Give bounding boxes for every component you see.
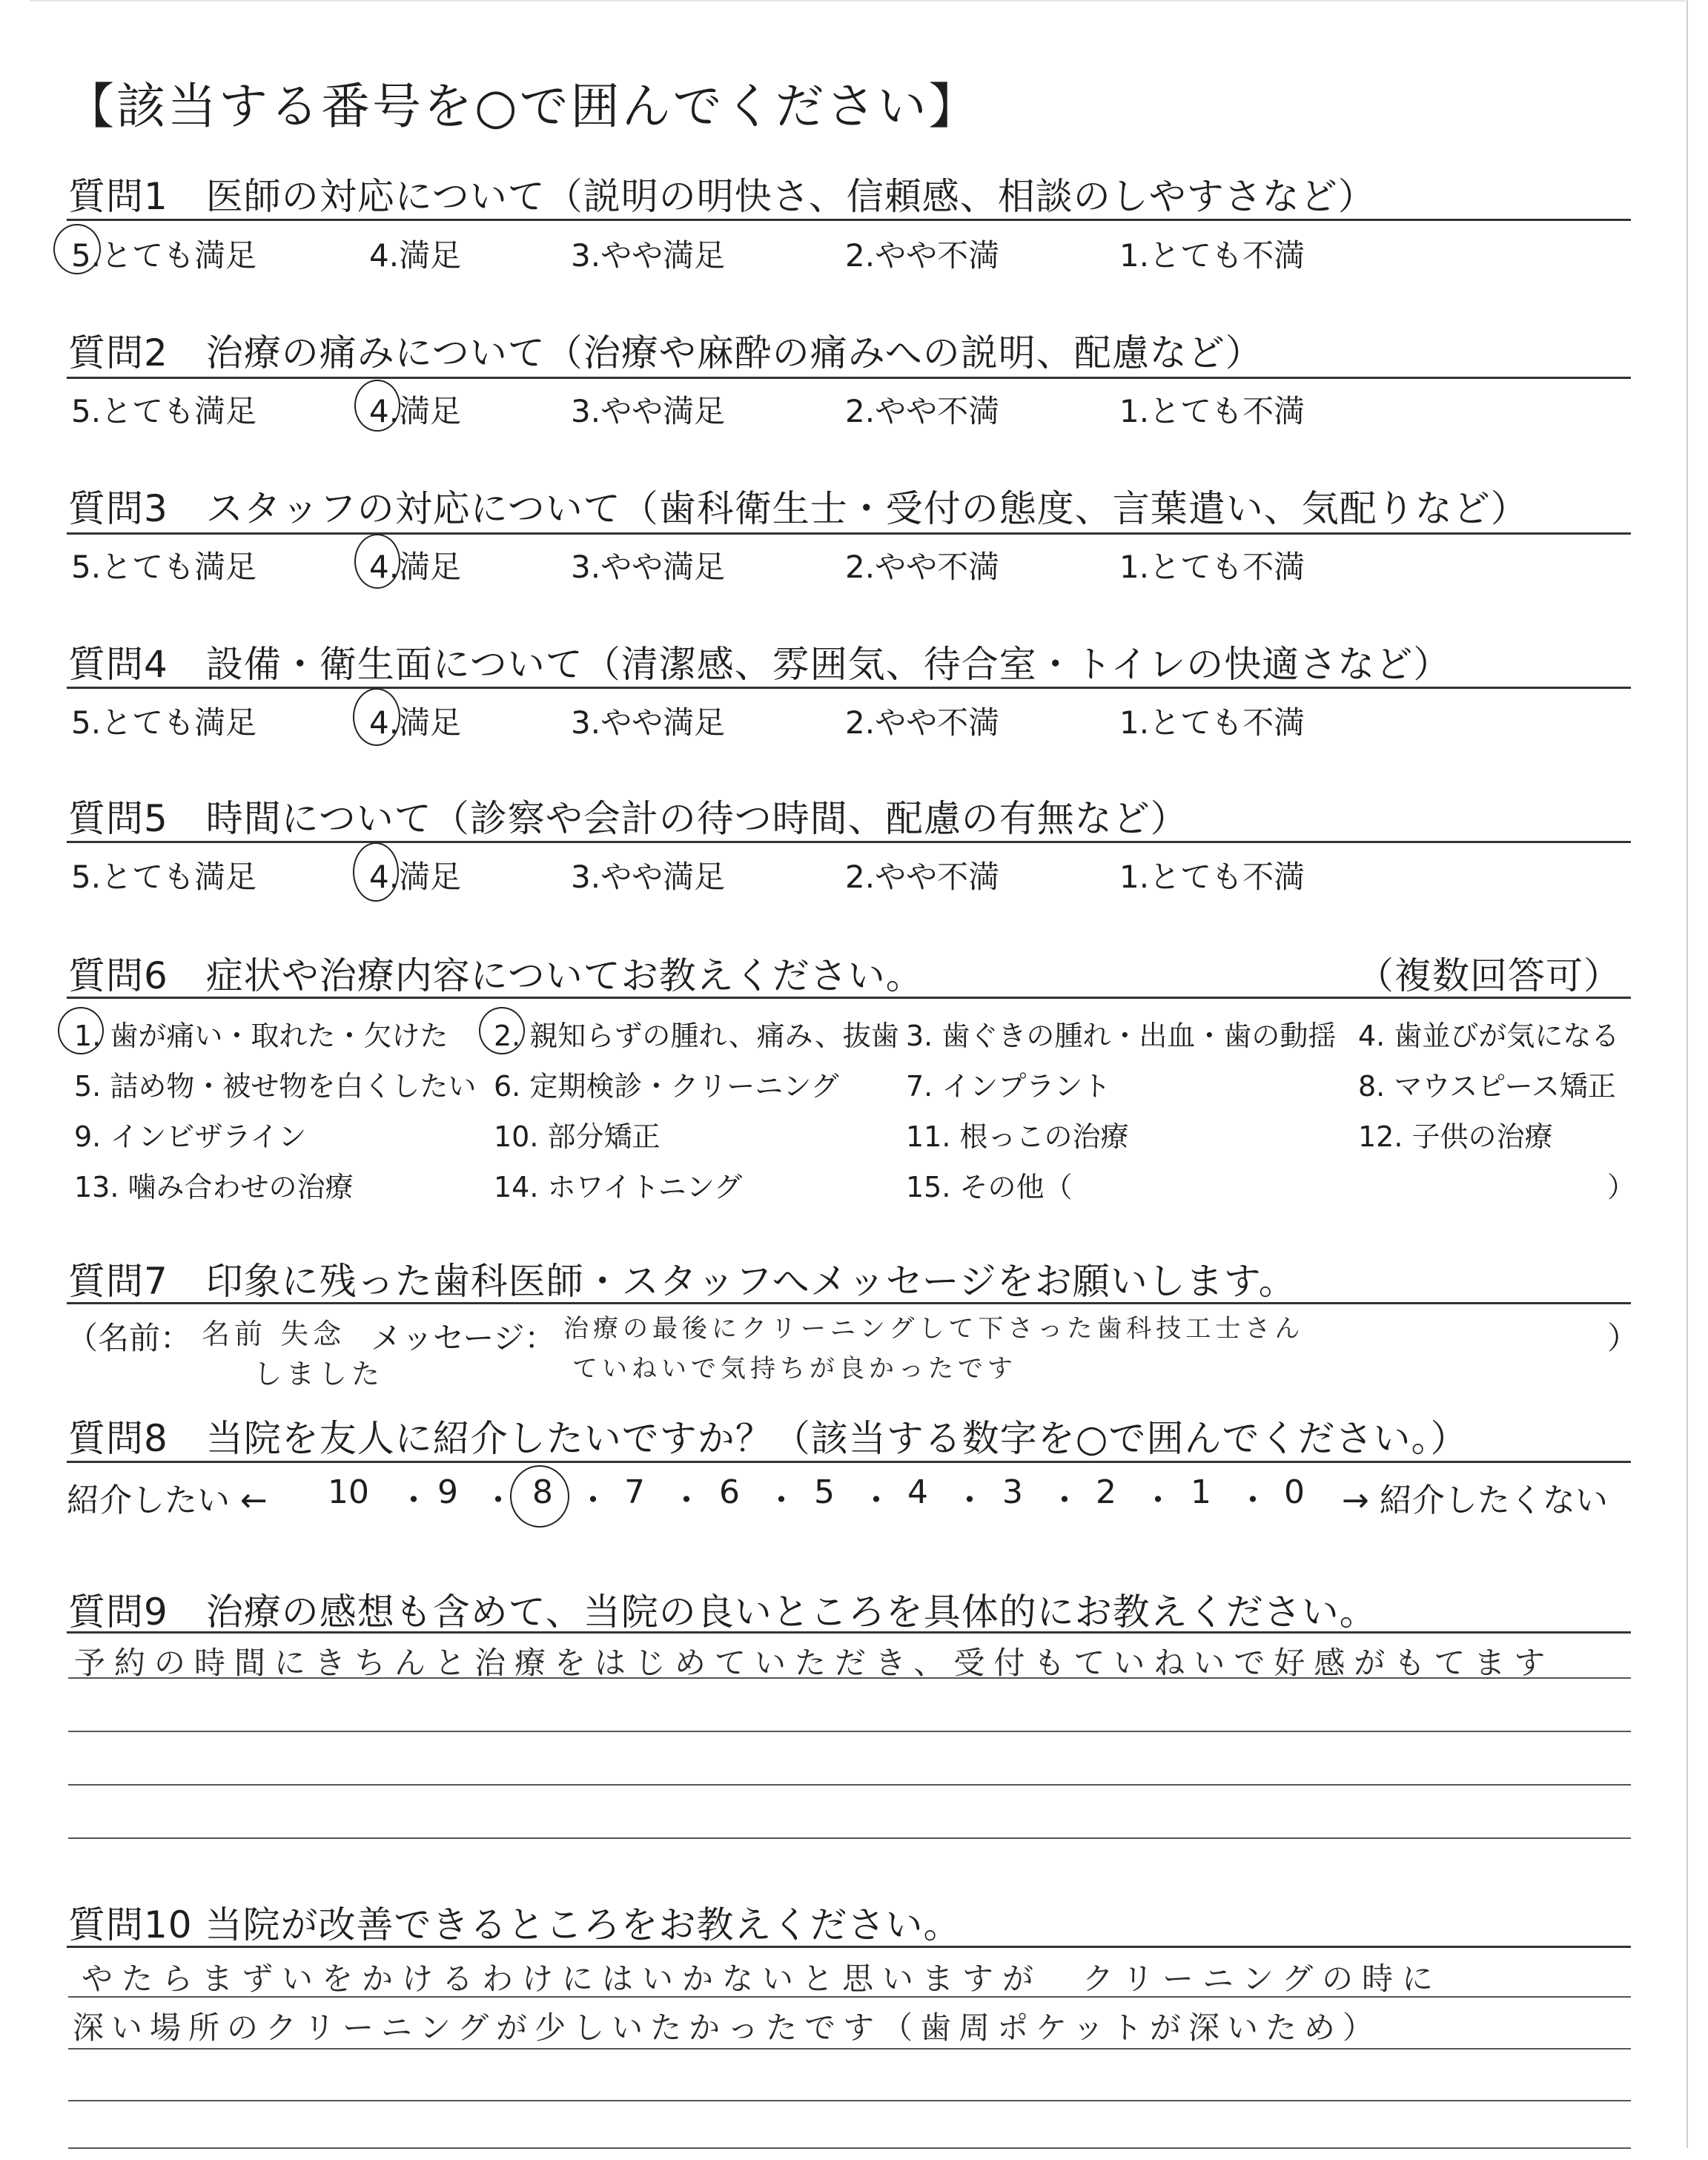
q4-selection-circle: [353, 688, 400, 746]
q8-scale-4[interactable]: 4: [907, 1473, 928, 1511]
q8-scale-5[interactable]: 5: [814, 1473, 835, 1511]
q6-option-8[interactable]: 8. マウスピース矯正: [1358, 1070, 1616, 1103]
page-header: 【該当する番号を○で囲んでください】: [65, 78, 980, 135]
q3-option-1[interactable]: 1.とても不満: [1119, 549, 1305, 585]
q6-option-5[interactable]: 5. 詰め物・被せ物を白くしたい: [74, 1070, 477, 1103]
q10-answer-handwritten-2: 深い場所のクリーニングが少しいたかったです（歯周ポケットが深いため）: [73, 2009, 1382, 2046]
q6-option-2[interactable]: 2. 親知らずの腫れ、痛み、抜歯: [494, 1020, 899, 1052]
question-5-rule: [67, 841, 1631, 843]
q7-close-paren: ）: [1607, 1320, 1639, 1356]
q8-right-label: → 紹介したくない: [1342, 1482, 1608, 1519]
q1-selection-circle: [53, 224, 101, 274]
q2-option-2[interactable]: 2.やや不満: [845, 393, 1000, 429]
q8-scale-0[interactable]: 0: [1284, 1473, 1305, 1511]
question-1-rule: [67, 219, 1631, 221]
question-5-title: 質問5 時間について（診察や会計の待つ時間、配慮の有無など）: [68, 797, 1188, 840]
q9-answer-line-3: [68, 1784, 1631, 1786]
q5-selection-circle: [353, 842, 399, 902]
question-2-rule: [67, 377, 1631, 379]
q6-option-6[interactable]: 6. 定期検診・クリーニング: [494, 1070, 839, 1103]
q9-answer-line-2: [68, 1731, 1631, 1732]
q4-option-1[interactable]: 1.とても不満: [1119, 704, 1305, 741]
q2-option-3[interactable]: 3.やや満足: [571, 393, 726, 429]
q6-option-9[interactable]: 9. インビザライン: [74, 1120, 307, 1153]
q2-option-4[interactable]: 4.満足: [369, 393, 462, 429]
q9-answer-line-1: [68, 1677, 1631, 1679]
q1-option-1[interactable]: 1.とても不満: [1119, 237, 1305, 274]
question-7-title: 質問7 印象に残った歯科医師・スタッフへメッセージをお願いします。: [68, 1260, 1297, 1303]
q8-selection-circle: [510, 1465, 569, 1527]
q8-scale-6[interactable]: 6: [719, 1473, 740, 1511]
q1-option-5[interactable]: 5.とても満足: [71, 237, 257, 274]
q3-option-2[interactable]: 2.やや不満: [845, 549, 1000, 585]
q1-option-3[interactable]: 3.やや満足: [571, 237, 726, 274]
q10-answer-line-1: [68, 1996, 1631, 1998]
question-3-rule: [67, 532, 1631, 535]
question-8-title: 質問8 当院を友人に紹介したいですか？（該当する数字を○で囲んでください。）: [68, 1417, 1469, 1460]
q8-scale-3[interactable]: 3: [1002, 1473, 1023, 1511]
q8-scale-2[interactable]: 2: [1096, 1473, 1116, 1511]
q2-selection-circle: [354, 380, 400, 432]
question-8-rule: [67, 1461, 1631, 1463]
q6-option-10[interactable]: 10. 部分矯正: [494, 1120, 661, 1153]
q4-option-2[interactable]: 2.やや不満: [845, 704, 1000, 741]
question-6-rule: [67, 997, 1631, 999]
question-7-rule: [67, 1302, 1631, 1304]
q6-option-13[interactable]: 13. 噛み合わせの治療: [74, 1171, 354, 1203]
q8-scale-1[interactable]: 1: [1191, 1473, 1211, 1511]
question-6-note: （複数回答可）: [1357, 954, 1621, 997]
q8-left-label: 紹介したい ←: [67, 1482, 268, 1519]
q9-answer-handwritten: 予約の時間にきちんと治療をはじめていただき、受付もていねいで好感がもてます: [74, 1645, 1555, 1681]
question-2-title: 質問2 治療の痛みについて（治療や麻酔の痛みへの説明、配慮など）: [68, 331, 1263, 374]
q7-name-handwritten-2: しました: [254, 1358, 385, 1390]
q5-option-4[interactable]: 4.満足: [369, 859, 462, 895]
q8-scale-8[interactable]: 8: [532, 1473, 553, 1511]
q4-option-5[interactable]: 5.とても満足: [71, 704, 257, 741]
q2-option-1[interactable]: 1.とても不満: [1119, 393, 1305, 429]
q6-option-12[interactable]: 12. 子供の治療: [1358, 1120, 1553, 1153]
q8-scale-10[interactable]: 10: [328, 1473, 369, 1511]
q10-answer-handwritten-1: やたらまずいをかけるわけにはいかないと思いますが クリーニングの時に: [82, 1961, 1443, 1997]
question-1-title: 質問1 医師の対応について（説明の明快さ、信頼感、相談のしやすさなど）: [68, 175, 1376, 218]
q10-answer-line-2: [68, 2048, 1631, 2050]
q5-option-2[interactable]: 2.やや不満: [845, 859, 1000, 895]
question-10-title: 質問10 当院が改善できるところをお教えください。: [68, 1903, 961, 1946]
question-4-title: 質問4 設備・衛生面について（清潔感、雰囲気、待合室・トイレの快適さなど）: [68, 643, 1452, 686]
q4-option-3[interactable]: 3.やや満足: [571, 704, 726, 741]
q3-option-4[interactable]: 4.満足: [369, 549, 462, 585]
q6-option-4[interactable]: 4. 歯並びが気になる: [1358, 1020, 1620, 1052]
q6-option-14[interactable]: 14. ホワイトニング: [494, 1171, 743, 1203]
q1-option-4[interactable]: 4.満足: [369, 237, 462, 274]
q8-scale-9[interactable]: 9: [437, 1473, 458, 1511]
q7-message-handwritten-1: 治療の最後にクリーニングして下さった歯科技工士さん: [563, 1314, 1305, 1344]
q7-message-handwritten-2: ていねいで気持ちが良かったです: [572, 1354, 1017, 1384]
q6-selection-circle-2: [479, 1007, 525, 1054]
q1-option-2[interactable]: 2.やや不満: [845, 237, 1000, 274]
q7-name-label: （名前：: [67, 1320, 192, 1356]
q10-answer-line-4: [68, 2147, 1631, 2149]
question-9-title: 質問9 治療の感想も含めて、当院の良いところを具体的にお教えください。: [68, 1591, 1377, 1634]
q4-option-4[interactable]: 4.満足: [369, 704, 462, 741]
q8-scale-7[interactable]: 7: [624, 1473, 645, 1511]
q3-selection-circle: [354, 534, 400, 589]
q3-option-5[interactable]: 5.とても満足: [71, 549, 257, 585]
question-9-rule: [67, 1631, 1631, 1634]
q6-option-1[interactable]: 1. 歯が痛い・取れた・欠けた: [74, 1020, 448, 1052]
q10-answer-line-3: [68, 2100, 1631, 2101]
q3-option-3[interactable]: 3.やや満足: [571, 549, 726, 585]
q6-option-3[interactable]: 3. 歯ぐきの腫れ・出血・歯の動揺: [906, 1020, 1337, 1052]
question-3-title: 質問3 スタッフの対応について（歯科衛生士・受付の態度、言葉遣い、気配りなど）: [68, 487, 1529, 530]
q2-option-5[interactable]: 5.とても満足: [71, 393, 257, 429]
q6-option-15[interactable]: 15. その他（: [906, 1171, 1073, 1203]
q6-option-15-close: ）: [1607, 1171, 1636, 1203]
q5-option-1[interactable]: 1.とても不満: [1119, 859, 1305, 895]
q6-selection-circle-1: [58, 1007, 104, 1054]
question-4-rule: [67, 687, 1631, 689]
q9-answer-line-4: [68, 1837, 1631, 1839]
question-6-title: 質問6 症状や治療内容についてお教えください。: [68, 954, 924, 997]
q5-option-5[interactable]: 5.とても満足: [71, 859, 257, 895]
question-10-rule: [67, 1946, 1631, 1948]
q5-option-3[interactable]: 3.やや満足: [571, 859, 726, 895]
q6-option-11[interactable]: 11. 根っこの治療: [906, 1120, 1129, 1153]
q6-option-7[interactable]: 7. インプラント: [906, 1070, 1111, 1103]
q7-name-handwritten-1: 名前 失念: [202, 1318, 346, 1350]
q7-message-label: メッセージ：: [371, 1320, 556, 1356]
